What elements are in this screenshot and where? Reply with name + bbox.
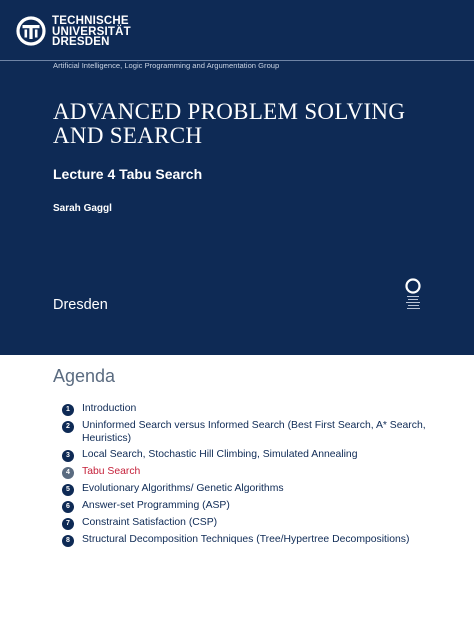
agenda-item-csp xyxy=(62,517,462,530)
agenda-item-asp xyxy=(62,500,462,513)
agenda-title: Agenda xyxy=(53,366,116,386)
logo-wordmark xyxy=(52,16,131,48)
agenda-item-label: Uninformed Search versus Informed Search (Best First Search, A* Search, Heuristics) xyxy=(82,420,426,444)
logo-line-3: DRESDEN xyxy=(52,36,110,48)
tu-dresden-logo-icon xyxy=(16,15,46,47)
agenda-number-badge: 7 xyxy=(62,518,74,530)
agenda-item-label: Local Search, Stochastic Hill Climbing, Simulated Annealing xyxy=(82,449,358,460)
course-title-line-2: AND SEARCH xyxy=(53,123,203,148)
logo-line-1: TECHNISCHE xyxy=(52,15,129,27)
agenda-item-label: Constraint Satisfaction (CSP) xyxy=(82,517,218,528)
course-title-line-1: ADVANCED PROBLEM SOLVING xyxy=(53,99,406,124)
author-name: Sarah Gaggl xyxy=(53,203,112,214)
lecture-title: Lecture 4 Tabu Search xyxy=(53,166,203,182)
agenda-item-tabu-search xyxy=(62,466,462,479)
group-name: Artificial Intelligence, Logic Programming and Argumentation Group xyxy=(53,61,280,70)
agenda-list xyxy=(62,403,462,551)
agenda-item-label: Evolutionary Algorithms/ Genetic Algorithms xyxy=(82,483,284,494)
agenda-item-structural-decomposition xyxy=(62,534,462,547)
course-title xyxy=(53,100,453,148)
agenda-number-badge: 8 xyxy=(62,535,74,547)
agenda-item-local-search xyxy=(62,449,462,462)
agenda-number-badge: 2 xyxy=(62,421,74,433)
agenda-item-introduction xyxy=(62,403,462,416)
university-logo xyxy=(16,15,131,48)
agenda-item-label: Answer-set Programming (ASP) xyxy=(82,500,230,511)
agenda-number-badge: 5 xyxy=(62,484,74,496)
agenda-number-badge: 4 xyxy=(62,467,74,479)
agenda-item-uninformed-search xyxy=(62,420,462,445)
logo-line-2: UNIVERSITÄT xyxy=(52,25,131,38)
agenda-item-evolutionary-algorithms xyxy=(62,483,462,496)
agenda-number-badge: 3 xyxy=(62,450,74,462)
agenda-number-badge: 1 xyxy=(62,404,74,416)
agenda-item-label: Structural Decomposition Techniques (Tree/Hypertree Decompositions) xyxy=(82,534,410,545)
agenda-item-label: Introduction xyxy=(82,403,137,414)
agenda-number-badge: 6 xyxy=(62,501,74,513)
city-name: Dresden xyxy=(53,297,108,313)
seal-caption xyxy=(405,296,421,311)
agenda-item-label: Tabu Search xyxy=(82,466,141,477)
